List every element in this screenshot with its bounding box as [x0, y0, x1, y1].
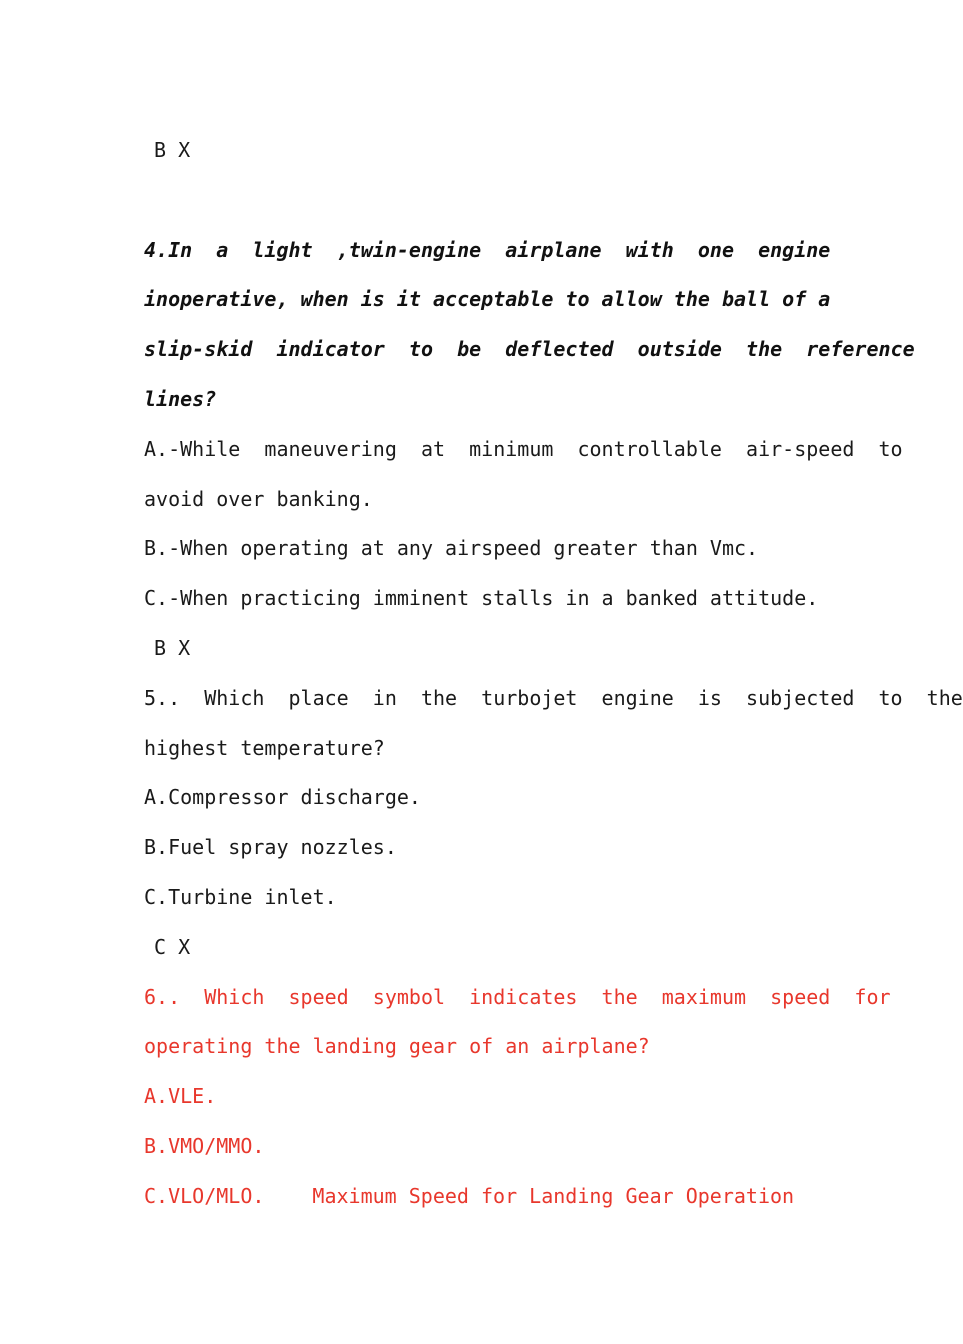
question-4-text-line: lines?	[144, 386, 217, 411]
question-4-text-line: inoperative, when is it acceptable to allow the ball of a	[144, 287, 831, 312]
question-5-option-c: C.Turbine inlet.	[144, 884, 337, 909]
question-4-answer: B X	[154, 635, 191, 660]
question-5-option-a: A.Compressor discharge.	[144, 785, 421, 810]
question-6-option-c: C.VLO/MLO.	[144, 1183, 265, 1208]
document-page	[144, 126, 963, 1222]
question-4-text-line: slip-skid indicator to be deflected outside the reference	[144, 337, 915, 362]
question-5-text-line: highest temperature?	[144, 735, 385, 760]
question-4-option-c: C.-When practicing imminent stalls in a banked attitude.	[144, 586, 819, 611]
spacer	[144, 176, 806, 226]
question-6	[144, 973, 891, 1222]
question-6-note: Maximum Speed for Landing Gear Operation	[312, 1183, 795, 1208]
question-6-option-b: B.VMO/MMO.	[144, 1133, 265, 1158]
question-5	[144, 674, 963, 973]
question-4-option-a-cont: avoid over banking.	[144, 486, 373, 511]
question-4-option-a: A.-While maneuvering at minimum controllable air-speed to	[144, 436, 903, 461]
question-5-option-b: B.Fuel spray nozzles.	[144, 835, 397, 860]
previous-answer: B X	[154, 138, 191, 162]
question-5-text-line: 5.. Which place in the turbojet engine is subjected to the	[144, 685, 963, 710]
question-6-option-c-row	[144, 1172, 806, 1222]
question-4-option-b: B.-When operating at any airspeed greater than Vmc.	[144, 536, 759, 561]
question-5-answer: C X	[154, 934, 191, 959]
question-4-text-line: 4.In a light ,twin-engine airplane with one engine	[144, 237, 831, 262]
question-4	[144, 226, 915, 674]
question-6-text-line: operating the landing gear of an airplane?	[144, 1034, 650, 1059]
question-6-text-line: 6.. Which speed symbol indicates the maximum speed for	[144, 984, 891, 1009]
question-6-option-a: A.VLE.	[144, 1084, 217, 1109]
